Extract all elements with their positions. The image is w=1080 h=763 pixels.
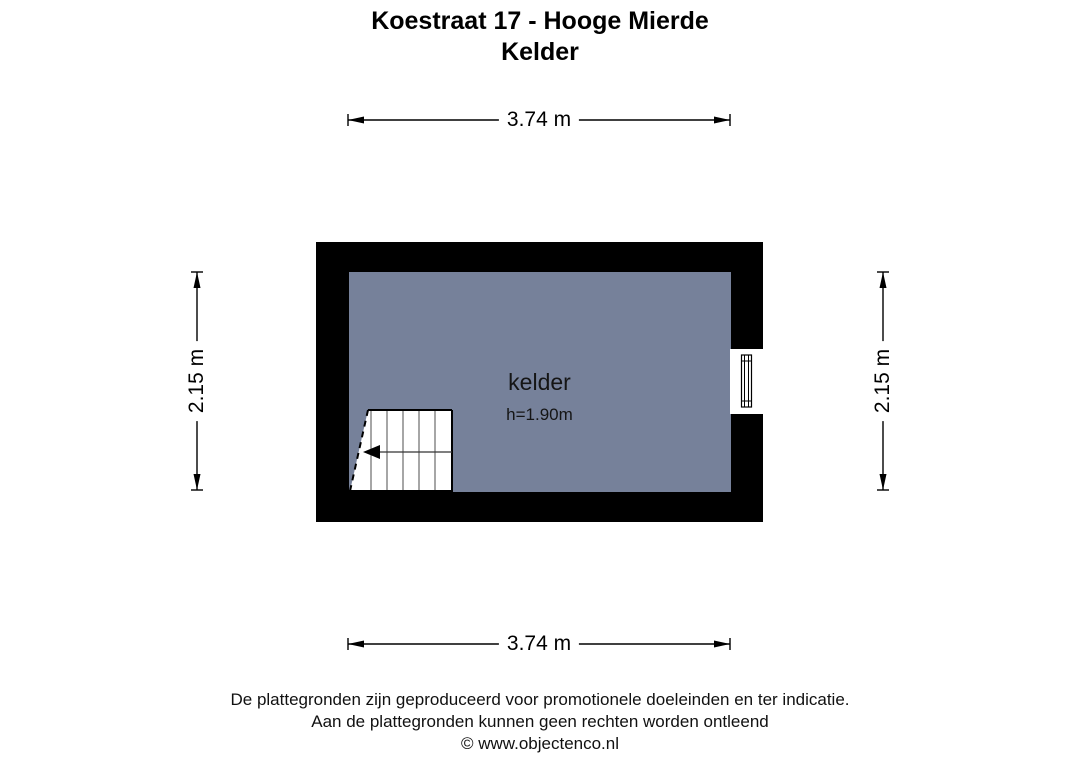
- room-ceiling-height: h=1.90m: [506, 405, 573, 424]
- dimension-left-label: 2.15 m: [185, 341, 209, 421]
- floorplan-walls: [316, 242, 763, 522]
- dimension-top-label: 3.74 m: [499, 108, 579, 132]
- room-label: [316, 369, 763, 425]
- dimension-right: [870, 268, 896, 494]
- dimension-left: [184, 268, 210, 494]
- disclaimer-line-1: De plattegronden zijn geproduceerd voor promotionele doeleinden en ter indicatie.: [230, 690, 850, 709]
- plan-title-address: Koestraat 17 - Hooge Mierde: [371, 7, 709, 35]
- disclaimer-line-2: Aan de plattegronden kunnen geen rechten worden ontleend: [311, 712, 769, 731]
- disclaimer: [0, 689, 1080, 755]
- plan-title: [0, 6, 1080, 68]
- dimension-bottom-label: 3.74 m: [499, 632, 579, 656]
- dimension-right-label: 2.15 m: [871, 341, 895, 421]
- copyright-line: © www.objectenco.nl: [460, 734, 620, 753]
- dimension-top: [344, 107, 734, 133]
- plan-title-floor: Kelder: [501, 38, 579, 66]
- room-name: kelder: [508, 369, 571, 395]
- dimension-bottom: [344, 631, 734, 657]
